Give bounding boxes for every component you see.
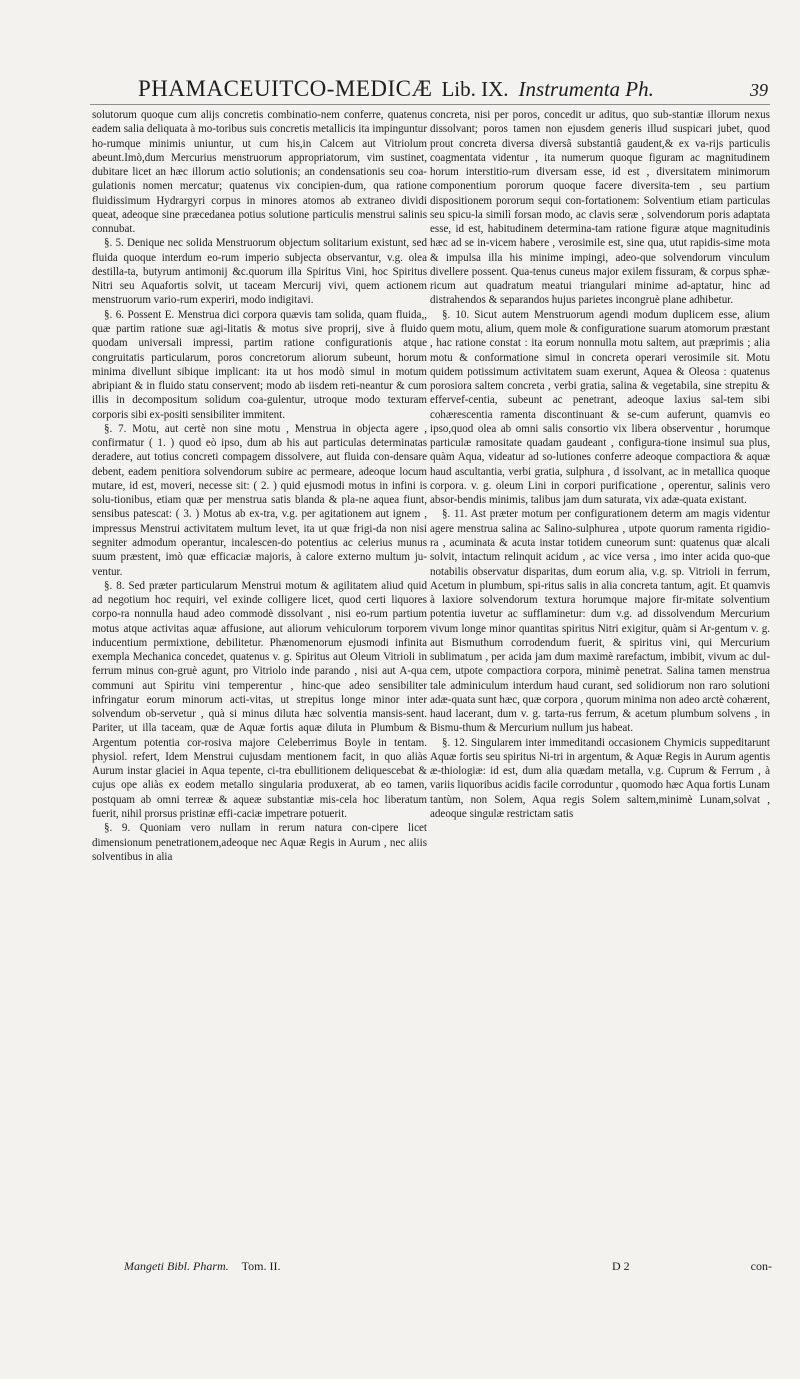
page-footer xyxy=(92,1259,772,1275)
signature-line xyxy=(124,1259,280,1274)
paragraph: §. 6. Possent E. Menstrua dici corpora quævis tam solida, quam fluida,, quæ partim ratione suæ agi-litatis & motus sive proprij, sive à fluido quodam universali impressi, partim ratione configurationis atque congruitatis particularum, poros concretorum aliorum subeunt, horum minima divellunt sibique implicant: ita ut hos modò simul in motum abripiant & in fluido statu conservent; modo ab iisdem reti-neantur & cum illis in decompositum solidum coa-gulentur, utroque modo texturam corporis sibi ex-positi sensibiliter immitent. xyxy=(92,308,427,421)
paragraph: §. 5. Denique nec solida Menstruorum objectum solitarium existunt, sed fluida quoque interdum eo-rum imperio subjecta observantur, v.g. olea destilla-ta, butyrum antimonij &c.quorum illa Spiritus Vini, hoc Spiritus Nitri seu Aquafortis solvit, ut taceam Mercurij vivi, quem actionem menstruorum vario-rum experiri, modo indigitavi. xyxy=(92,237,427,307)
left-column xyxy=(92,108,427,864)
header-rule xyxy=(90,104,770,105)
book-signature: Mangeti Bibl. Pharm. xyxy=(124,1259,229,1273)
paragraph: §. 7. Motu, aut certè non sine motu , Menstrua in objecta agere , confirmatur ( 1. ) quod eò ipso, dum ab his aut particulas determinatas deradere, aut totius concreti compagem dissolvere, aut fluida con-densare debent, eadem penitiora solvendorum subire ac permeare, adeoque locum mutare, id est, moveri, necesse sit: ( 2. ) quid ejusmodi motus in infini is solu-tionibus, etiam quæ per menstrua satis blanda & pla-ne aquea fiunt, sensibus patescat: ( 3. ) Motus ab ex-tra, v.g. per agitationem aut ignem , impressus Menstrui activitatem multum levet, ita ut quæ frigi-da non nisi segniter admodum operantur, incalescen-do potentius ac celerius munus suum præstent, imò quæ efficaciæ majoris, à calore externo multum ju-ventur. xyxy=(92,422,427,578)
paragraph: §. 11. Ast præter motum per configurationem determ am magis videntur agere menstrua salina ac Salino-sulphurea , utpote quorum ramenta rigidio-ra , acuminata & acuta instar totidem cuneorum sunt: quatenus quæ alcali solvit, intactum relinquit acidum , ac vice versa , imo inter acida quo-que notabilis observatur disparitas, dum eorum alia, v.g. sp. Vitrioli in ferrum, Acetum in plumbum, spi-ritus salis in alia concreta tantum, agit. Et quamvis à laxiore solvendorum textura horumque majore fir-mitate solventium potentia iuvetur ac sufflaminetur: dum v.g. ad dissolvendum Mercurium vivum longe minor quantitas spiritus Nitri exigitur, quàm si Ar-gentum v. g. aut Bismuthum corrodendum fuerit, & spiritus vini, qui Mercurium sublimatum , per acida jam dum maximè rarefactum, imbibit, vivum ac dul-cem, utpote compactiora corpora, minimè penetrat. Salina tamen menstrua tale adminiculum interdum haud curant, sed solidiorum non raro solutioni adæ-quata sunt hæc, quæ corpora , quorum minima non adeo arctè cohærent, haud lacerant, dum v. g. tarta-rus ferrum, & acetum plumbum solvens , in Bismu-thum & Mercurium nullum jus habeat. xyxy=(430,508,770,735)
paragraph: §. 9. Quoniam vero nullam in rerum natura con-cipere licet dimensionum penetrationem,adeoque nec Aquæ Regis in Aurum , nec aliis solventibus in alia xyxy=(92,822,427,863)
paragraph: §. 12. Singularem inter immeditandi occasionem Chymicis suppeditarunt Aquæ fortis seu spiritus Ni-tri in argentum, & Aquæ Regis in Aurum agentis æ-thiologiæ: id est, dum alia quædam metalla, v.g. Cuprum & Ferrum , à variis liquoribus acidis facile corroduntur , quomodo hæc Aqua fortis Lunam tantùm, non Solem, Aqua regis Solem saltem,minimè Lunam,solvat , adeoque singulæ restrictam satis xyxy=(430,736,770,821)
book-number: Lib. IX. xyxy=(441,77,509,101)
signature-mark: D 2 xyxy=(612,1259,630,1273)
paragraph: §. 8. Sed præter particularum Menstrui motum & agilitatem aliud quid ad negotium hoc requiri, vel exinde colligere licet, quod certi liquores corpo-ra nonnulla haud adeo commodè dissolvant , nisi eo-rum partium motus atque activitas aquæ affusione, aut aliorum vehiculorum torporem inducentium permixtione, debilitetur. Phænomenorum ejusmodi infinita exempla Mechanica concedet, quatenus v. g. Spiritus aut Oleum Vitrioli in ferrum minus con-gruè agunt, pro Vitriolo inde parando , nisi aut A-qua communi aut Spiritu vini temperentur , hinc-que adeo sensibiliter infringatur eorum minorum acti-vitas, ut strepitus longe minor inter solvendum ob-servetur , quà si minus diluta hæc solventia mansis-sent. Pariter, ut illa taceam, quæ de Aquæ fortis aquæ diluta in Plumbum & Argentum potentia cor-rosiva majore Celeberrimus Boyle in tentam. physiol. refert, Idem Menstrui cujusdam mentionem facit, in quo aliàs Aurum instar glaciei in Aqua tepente, ci-tra ebullitionem deliquescebat & cujus ope aliàs ex eodem metallo singularia produxerat, ab eo tamen, postquam ab omni terreæ & aqueæ substantiæ mis-cela hoc liberatum fuerit, nihil prorsus pristinæ effi-caciæ impetrare potuerit. xyxy=(92,579,427,821)
section-title: Instrumenta Ph. xyxy=(518,77,654,101)
paragraph: concreta, nisi per poros, concedit ur aditus, quo sub-stantiæ illorum nexus dissolvant; poros tamen non ejusdem generis illud suspicari jubet, quod prout concreta diversa diversâ substantiâ gaudent,& ex va-rijs particulis coagmentata videntur , ita numerum quoque figuram ac magnitudinem horum interstitio-rum diversam esse, id est , diversitatem minimorum componentium pororum quoque facere diversita-tem , seu partium dispositionem pororum sequi con-fortationem: Solventium etiam particulas seu spicu-la similì forsan modo, ac clavis seræ , solvendorum poris adaptata esse, id est, habitudinem determina-tam ratione figuræ atque magnitudinis hæc ad se in-vicem habere , verosimile est, sine qua, utut rapidis-sime mota & impulsa illa his minime impingi, adeo-que solvendorum vinculum divellere possent. Qua-tenus cuneus major exilem fissuram, & corpus sphæ-ricum aut quadratum meatui triangulari minime ad-aptatur, hinc ad distrahendos & separandos hujus parietes incongruè plane adhibetur. xyxy=(430,109,770,307)
paragraph: solutorum quoque cum alijs concretis combinatio-nem conferre, quatenus eadem salia deliquata à mo-toribus suis concretis metallicis ita impinguntur ho-rumque minimis uniuntur, ut cum his,in Calcem aut Vitriolum abeunt.Imò,dum Mercurius menstruorum appropriatorum, vim sustinet, dubitare licet an hæc illorum actio solutionis; an condensationis seu coa-gulationis nomen mercatur; quatenus vix concipien-dum, qua ratione fluidissimum Hydrargyri corpus in minores atomos ab extraneo dividi queat, adeoque sine præcedanea potius solutione particulis menstrui salinis connubat. xyxy=(92,109,427,236)
right-column xyxy=(430,108,770,821)
running-title: PHAMACEUITCO-MEDICÆ xyxy=(138,76,433,101)
paragraph: §. 10. Sicut autem Menstruorum agendi modum duplicem esse, alium quem motu, alium, quem mole & configuratione suarum atomorum præstant , hac ratione constat : ita eorum nonnulla motu saltem, aut præprimis ; alia motu & conformatione simul in concreta operari verosimile sit. Motu quidem potissimum activitatem suam exerunt, Aquea & Oleosa : quatenus porosiora saltem concreta , verbi gratia, salina & vegetabila, sine strepitu & effervef-centia, subeunt ac penetrant, adeoque laxius sal-tem sibi cohærescentia ramenta discontinuant & se-cum auferunt, quamvis eo ipso,quod olea ab omni salis consortio vix libera observentur , horumque particulæ ramositate quadam gaudeant , configura-tione insimul sua plus, quàm Aqua, videatur ad so-lutiones conferre adeoque compactiora & aquæ haud ascultantia, verbi gratia, sulphura , d issolvant, ac in metallica quoque corpora. v. g. oleum Lini in corpori purificatione , operentur, salinis vero absor-bendis minimis, talibus jam dum saturata, vix adæ-quata existant. xyxy=(430,308,770,507)
catchword: con- xyxy=(750,1259,772,1273)
page-number: 39 xyxy=(750,80,768,100)
volume-number: Tom. II. xyxy=(241,1259,281,1273)
